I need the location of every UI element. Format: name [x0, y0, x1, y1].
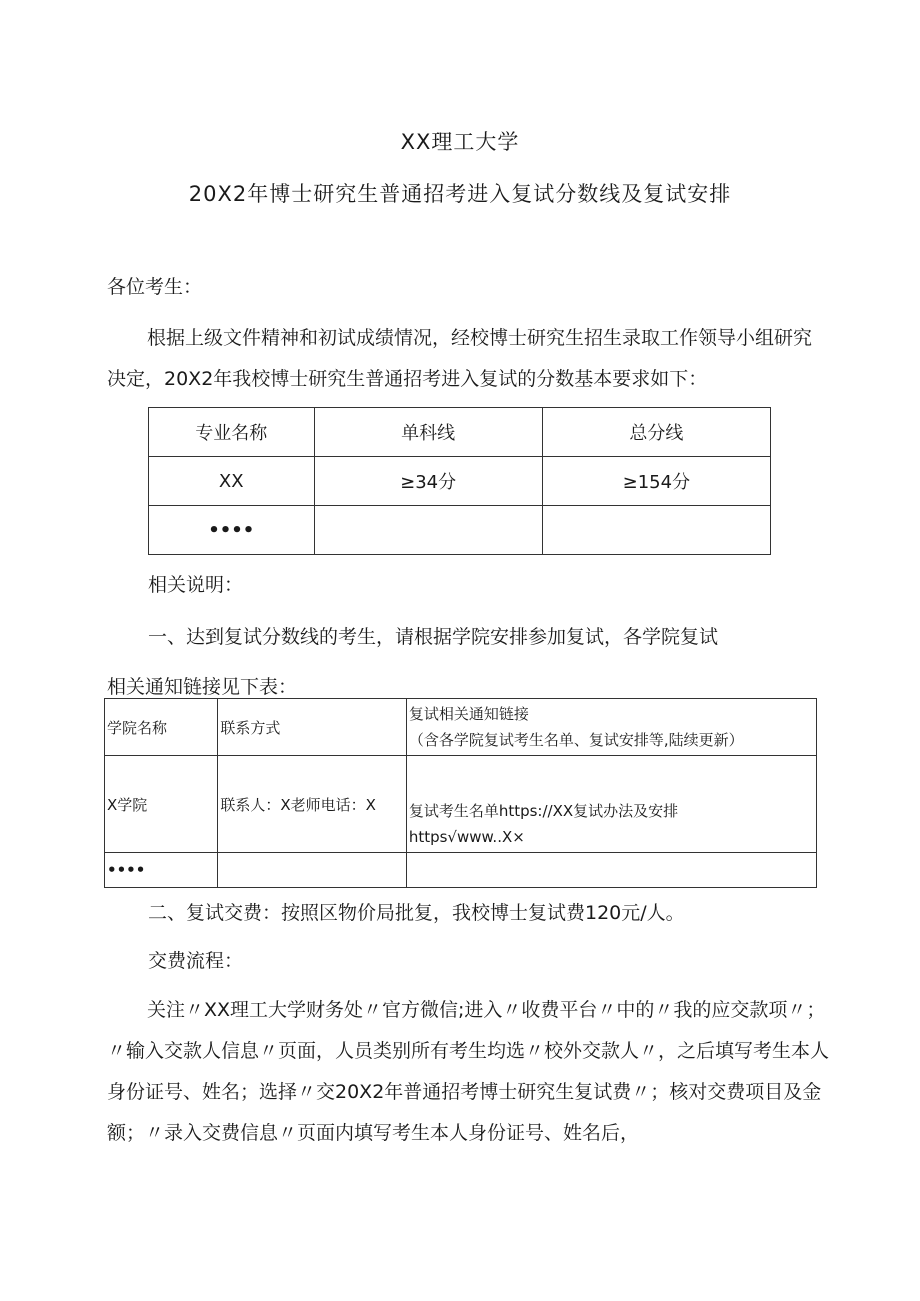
table-cell: XX — [149, 457, 315, 506]
table-cell: ≥154分 — [542, 457, 770, 506]
header-cell: 专业名称 — [149, 408, 315, 457]
table-cell: X学院 — [105, 756, 218, 853]
item-2: 二、复试交费：按照区物价局批复，我校博士复试费120元/人。 — [148, 902, 685, 924]
table-header-row — [149, 408, 771, 457]
greeting: 各位考生： — [107, 276, 203, 298]
header-cell: 单科线 — [314, 408, 542, 457]
document-title: XX理工大学 — [400, 130, 520, 154]
table-row — [105, 756, 817, 853]
college-link-table — [104, 698, 817, 888]
table-row — [105, 853, 817, 888]
table-cell — [314, 506, 542, 555]
process-heading: 交费流程： — [148, 950, 244, 972]
table-cell: •••• — [105, 853, 218, 888]
intro-paragraph: 根据上级文件精神和初试成绩情况，经校博士研究生招生录取工作领导小组研究决定，20X2年我校博士研究生普通招考进入复试的分数基本要求如下： — [107, 327, 813, 390]
table-cell — [406, 853, 816, 888]
table-cell-links — [406, 756, 816, 853]
header-line: （含各学院复试考生名单、复试安排等,陆续更新） — [408, 731, 744, 749]
item-1-line-1: 一、达到复试分数线的考生，请根据学院安排参加复试，各学院复试 — [148, 626, 719, 648]
notice-link[interactable]: 复试考生名单https://XX复试办法及安排 — [408, 802, 679, 820]
table-row — [149, 457, 771, 506]
table-cell: ≥34分 — [314, 457, 542, 506]
notes-heading: 相关说明： — [148, 574, 244, 596]
header-cell-links — [406, 699, 816, 756]
table-cell: •••• — [149, 506, 315, 555]
score-table — [148, 407, 771, 555]
table-row — [149, 506, 771, 555]
header-cell: 学院名称 — [105, 699, 218, 756]
table-cell: 联系人：X老师电话：X — [218, 756, 407, 853]
header-cell: 联系方式 — [218, 699, 407, 756]
document-subtitle: 20X2年博士研究生普通招考进入复试分数线及复试安排 — [188, 182, 732, 206]
table-header-row — [105, 699, 817, 756]
table-cell — [542, 506, 770, 555]
notice-link[interactable]: https√www..X× — [408, 828, 525, 846]
process-paragraph: 关注〃XX理工大学财务处〃官方微信;进入〃收费平台〃中的〃我的应交款项〃；〃输入交款人信息〃页面，人员类别所有考生均选〃校外交款人〃，之后填写考生本人身份证号、姓名；选择〃交20X2年普通招考博士研究生复试费〃；核对交费项目及金额；〃录入交费信息〃页面内填写考生本人身份证号、姓名后， — [107, 999, 830, 1144]
header-line: 复试相关通知链接 — [408, 705, 529, 723]
item-1-line-2: 相关通知链接见下表： — [107, 676, 298, 698]
header-cell: 总分线 — [542, 408, 770, 457]
table-cell — [218, 853, 407, 888]
